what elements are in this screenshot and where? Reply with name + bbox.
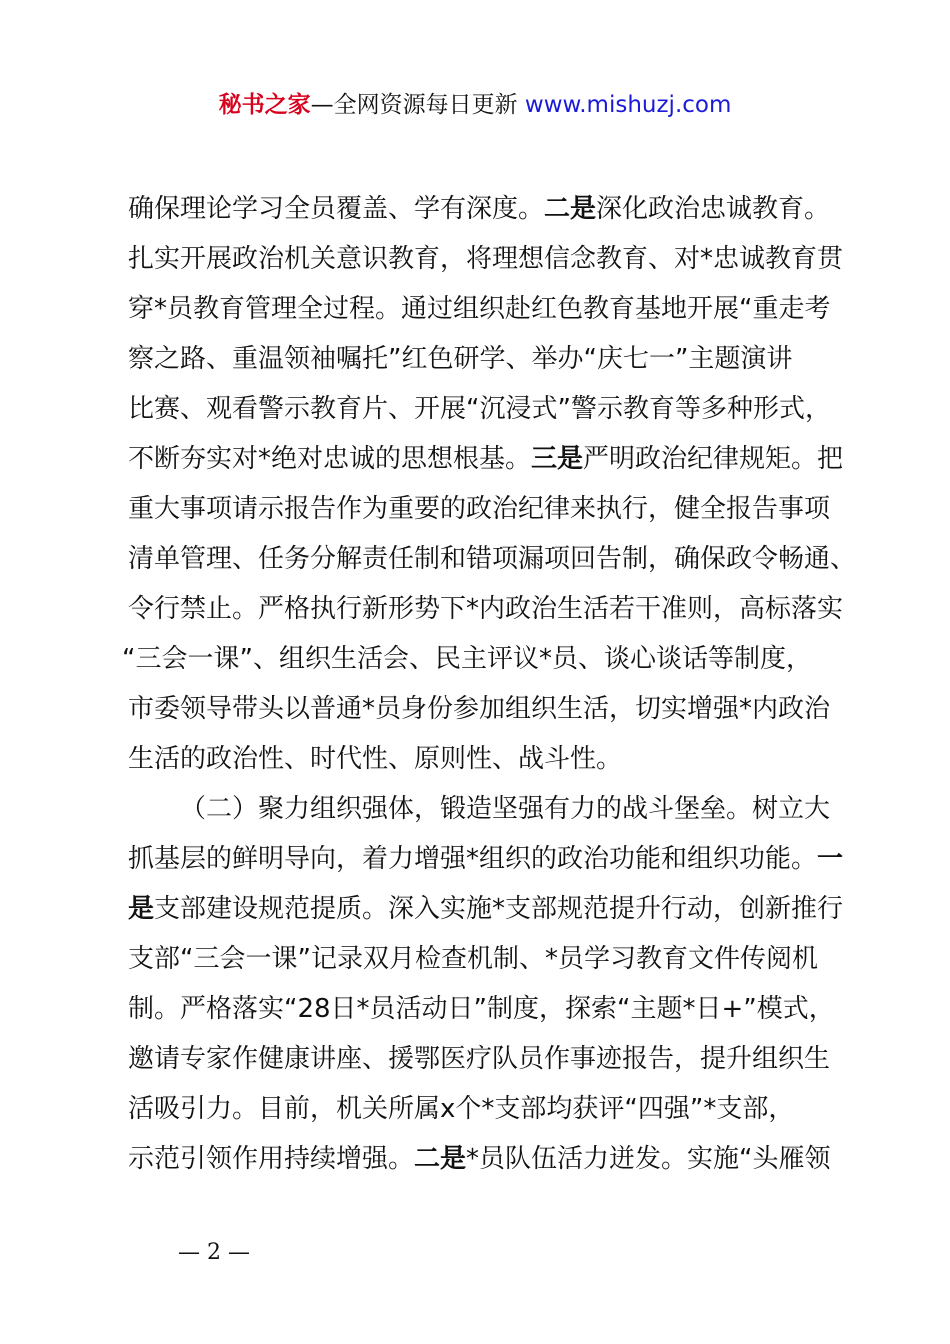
text-segment: 令行禁止。严格执行新形势下*内政治生活若干准则，高标落实 — [128, 594, 844, 624]
text-line — [128, 434, 844, 484]
emphasis-text: 是 — [128, 894, 155, 924]
brand-name: 秘书之家 — [218, 92, 311, 118]
text-segment: 活吸引力。目前，机关所属x个*支部均获评“四强”*支部， — [128, 1094, 795, 1124]
text-line — [128, 484, 840, 534]
text-segment: 生活的政治性、时代性、原则性、战斗性。 — [128, 744, 623, 774]
emphasis-text: 三是 — [531, 444, 584, 474]
text-segment: 抓基层的鲜明导向，着力增强*组织的政治功能和组织功能。 — [128, 844, 818, 874]
text-segment: 制。严格落实“28日*员活动日”制度，探索“主题*日+”模式， — [128, 994, 835, 1024]
text-segment: 确保理论学习全员覆盖、学有深度。 — [128, 194, 545, 224]
text-segment: “三会一课”、组织生活会、民主评议*员、谈心谈话等制度， — [122, 644, 812, 674]
text-line — [128, 534, 857, 584]
emphasis-text: 二是 — [414, 1144, 467, 1174]
text-line — [128, 1134, 840, 1184]
text-line — [128, 734, 840, 784]
text-segment: 支部“三会一课”记录双月检查机制、*员学习教育文件传阅机 — [128, 944, 818, 974]
text-line — [128, 984, 840, 1034]
site-url: www.mishuzj.com — [524, 92, 732, 118]
emphasis-text: 二是 — [544, 194, 597, 224]
text-line — [128, 234, 844, 284]
text-segment: *员队伍活力迸发。实施“头雁领 — [466, 1144, 831, 1174]
text-segment: 示范引领作用持续增强。 — [128, 1144, 415, 1174]
text-line — [122, 634, 840, 684]
text-segment: 清单管理、任务分解责任制和错项漏项回告制，确保政令畅通、 — [128, 544, 857, 574]
page-number: — 2 — — [178, 1240, 250, 1265]
text-line — [128, 684, 840, 734]
text-line — [128, 1034, 840, 1084]
text-segment: 比赛、观看警示教育片、开展“沉浸式”警示教育等多种形式， — [128, 394, 831, 424]
text-line — [128, 384, 840, 434]
document-body — [122, 184, 857, 1184]
text-line — [128, 834, 844, 884]
text-segment: 严明政治纪律规矩。把 — [583, 444, 844, 474]
text-line — [128, 934, 840, 984]
text-segment: 重大事项请示报告作为重要的政治纪律来执行，健全报告事项 — [128, 494, 831, 524]
text-line — [128, 1084, 840, 1134]
text-line — [128, 584, 844, 634]
text-segment: 邀请专家作健康讲座、援鄂医疗队员作事迹报告，提升组织生 — [128, 1044, 831, 1074]
text-segment: 穿*员教育管理全过程。通过组织赴红色教育基地开展“重走考 — [128, 294, 831, 324]
text-line — [128, 284, 840, 334]
text-segment: 察之路、重温领袖嘱托”红色研学、举办“庆七一”主题演讲 — [128, 344, 793, 374]
site-watermark-header — [0, 89, 950, 121]
text-line — [128, 184, 840, 234]
emphasis-text: 一 — [817, 844, 844, 874]
header-tagline: —全网资源每日更新 — [310, 92, 525, 118]
text-line — [128, 784, 840, 834]
text-segment: 不断夯实对*绝对忠诚的思想根基。 — [128, 444, 532, 474]
text-line — [128, 884, 844, 934]
text-line — [128, 334, 840, 384]
text-segment: （二）聚力组织强体，锻造坚强有力的战斗堡垒。树立大 — [180, 794, 831, 824]
text-segment: 市委领导带头以普通*员身份参加组织生活，切实增强*内政治 — [128, 694, 831, 724]
text-segment: 扎实开展政治机关意识教育，将理想信念教育、对*忠诚教育贯 — [128, 244, 844, 274]
text-segment: 深化政治忠诚教育。 — [596, 194, 831, 224]
text-segment: 支部建设规范提质。深入实施*支部规范提升行动，创新推行 — [154, 894, 844, 924]
